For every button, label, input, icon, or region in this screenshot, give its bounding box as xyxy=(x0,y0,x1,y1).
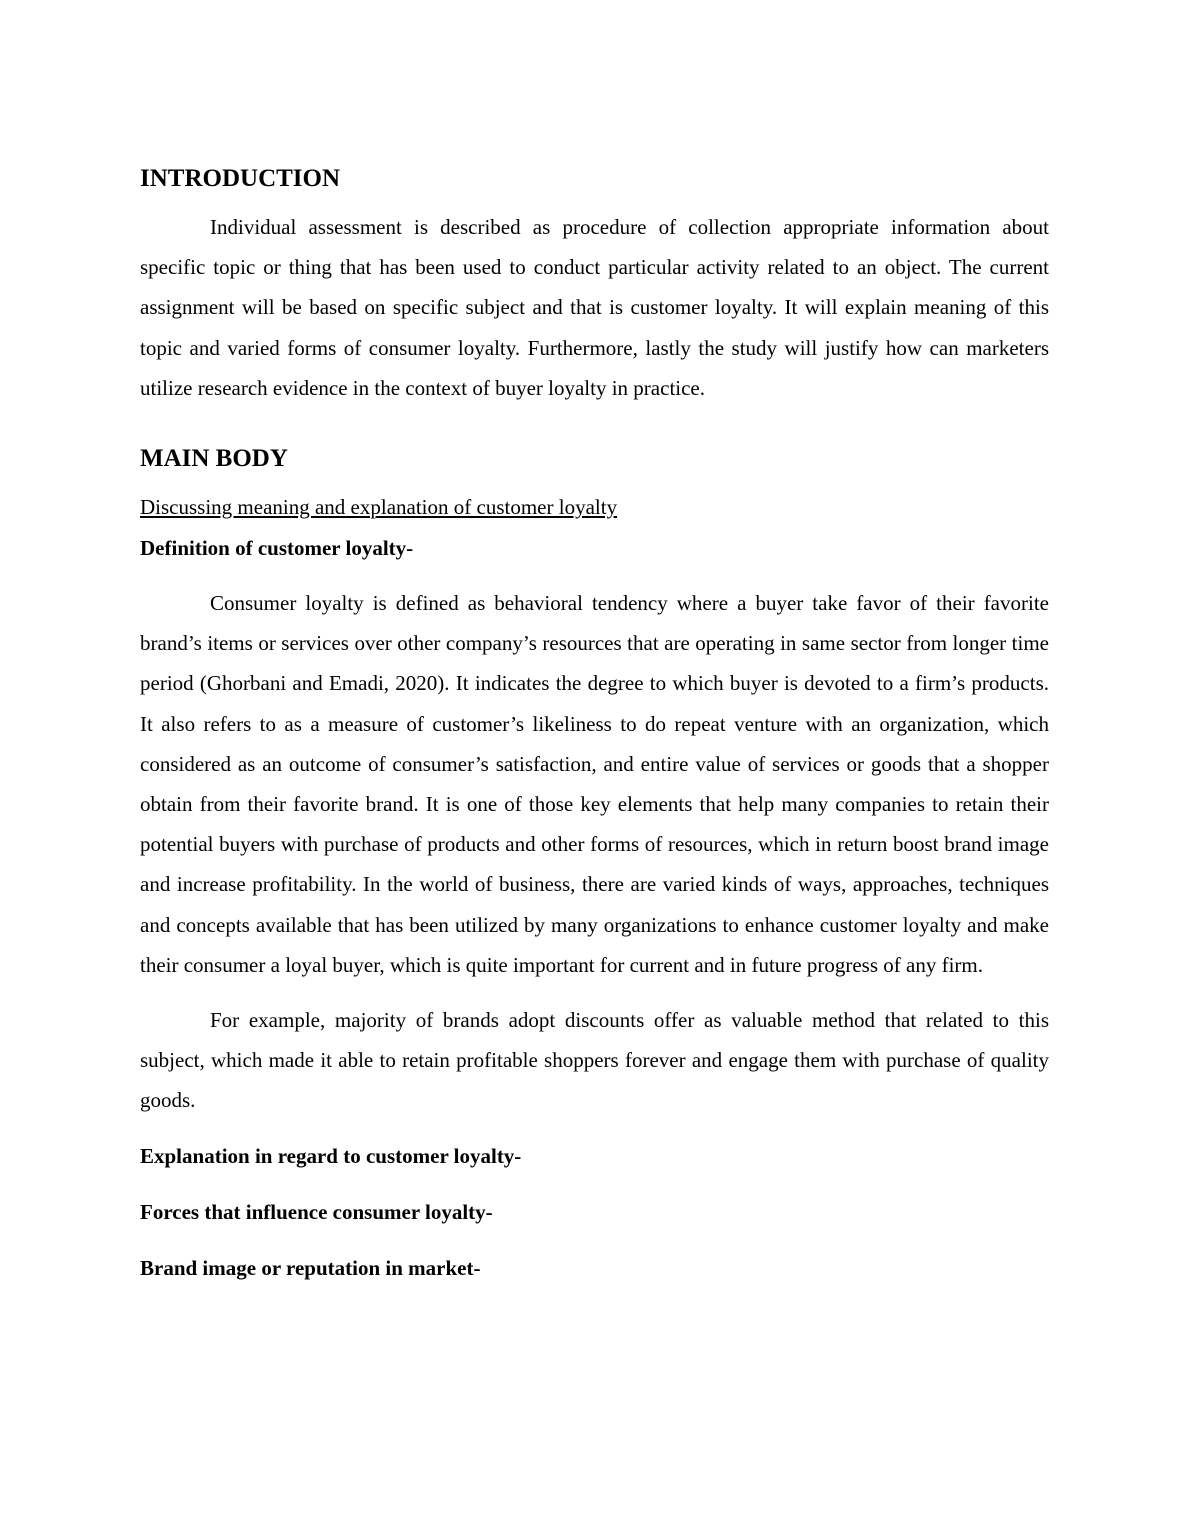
main-body-heading: MAIN BODY xyxy=(140,445,288,473)
document-page xyxy=(140,164,1049,1283)
explanation-heading: Explanation in regard to customer loyalty- xyxy=(140,1143,522,1168)
forces-heading: Forces that influence consumer loyalty- xyxy=(140,1199,493,1224)
brand-image-heading: Brand image or reputation in market- xyxy=(140,1255,481,1280)
introduction-paragraph: Individual assessment is described as procedure of collection appropriate information about specific topic or thing that has been used to conduct particular activity related to an object. The current assignment will be based on specific subject and that is customer loyalty. It will explain meaning of this topic and varied forms of consumer loyalty. Furthermore, lastly the study will justify how can marketers utilize research evidence in the context of buyer loyalty in practice. xyxy=(140,215,1049,400)
section-subtitle: Discussing meaning and explanation of customer loyalty xyxy=(140,495,618,520)
example-paragraph: For example, majority of brands adopt discounts offer as valuable method that related to this subject, which made it able to retain profitable shoppers forever and engage them with purchase of quality goods. xyxy=(140,1008,1049,1113)
introduction-heading: INTRODUCTION xyxy=(140,165,341,192)
definition-heading: Definition of customer loyalty- xyxy=(140,536,414,561)
definition-paragraph: Consumer loyalty is defined as behavioral tendency where a buyer take favor of their favorite brand’s items or services over other company’s resources that are operating in same sector from longer time period (Ghorbani and Emadi, 2020). It indicates the degree to which buyer is devoted to a firm’s products. It also refers to as a measure of customer’s likeliness to do repeat venture with an organization, which considered as an outcome of consumer’s satisfaction, and entire value of services or goods that a shopper obtain from their favorite brand. It is one of those key elements that help many companies to retain their potential buyers with purchase of products and other forms of resources, which in return boost brand image and increase profitability. In the world of business, there are varied kinds of ways, approaches, techniques and concepts available that has been utilized by many organizations to enhance customer loyalty and make their consumer a loyal buyer, which is quite important for current and in future progress of any firm. xyxy=(140,591,1049,977)
